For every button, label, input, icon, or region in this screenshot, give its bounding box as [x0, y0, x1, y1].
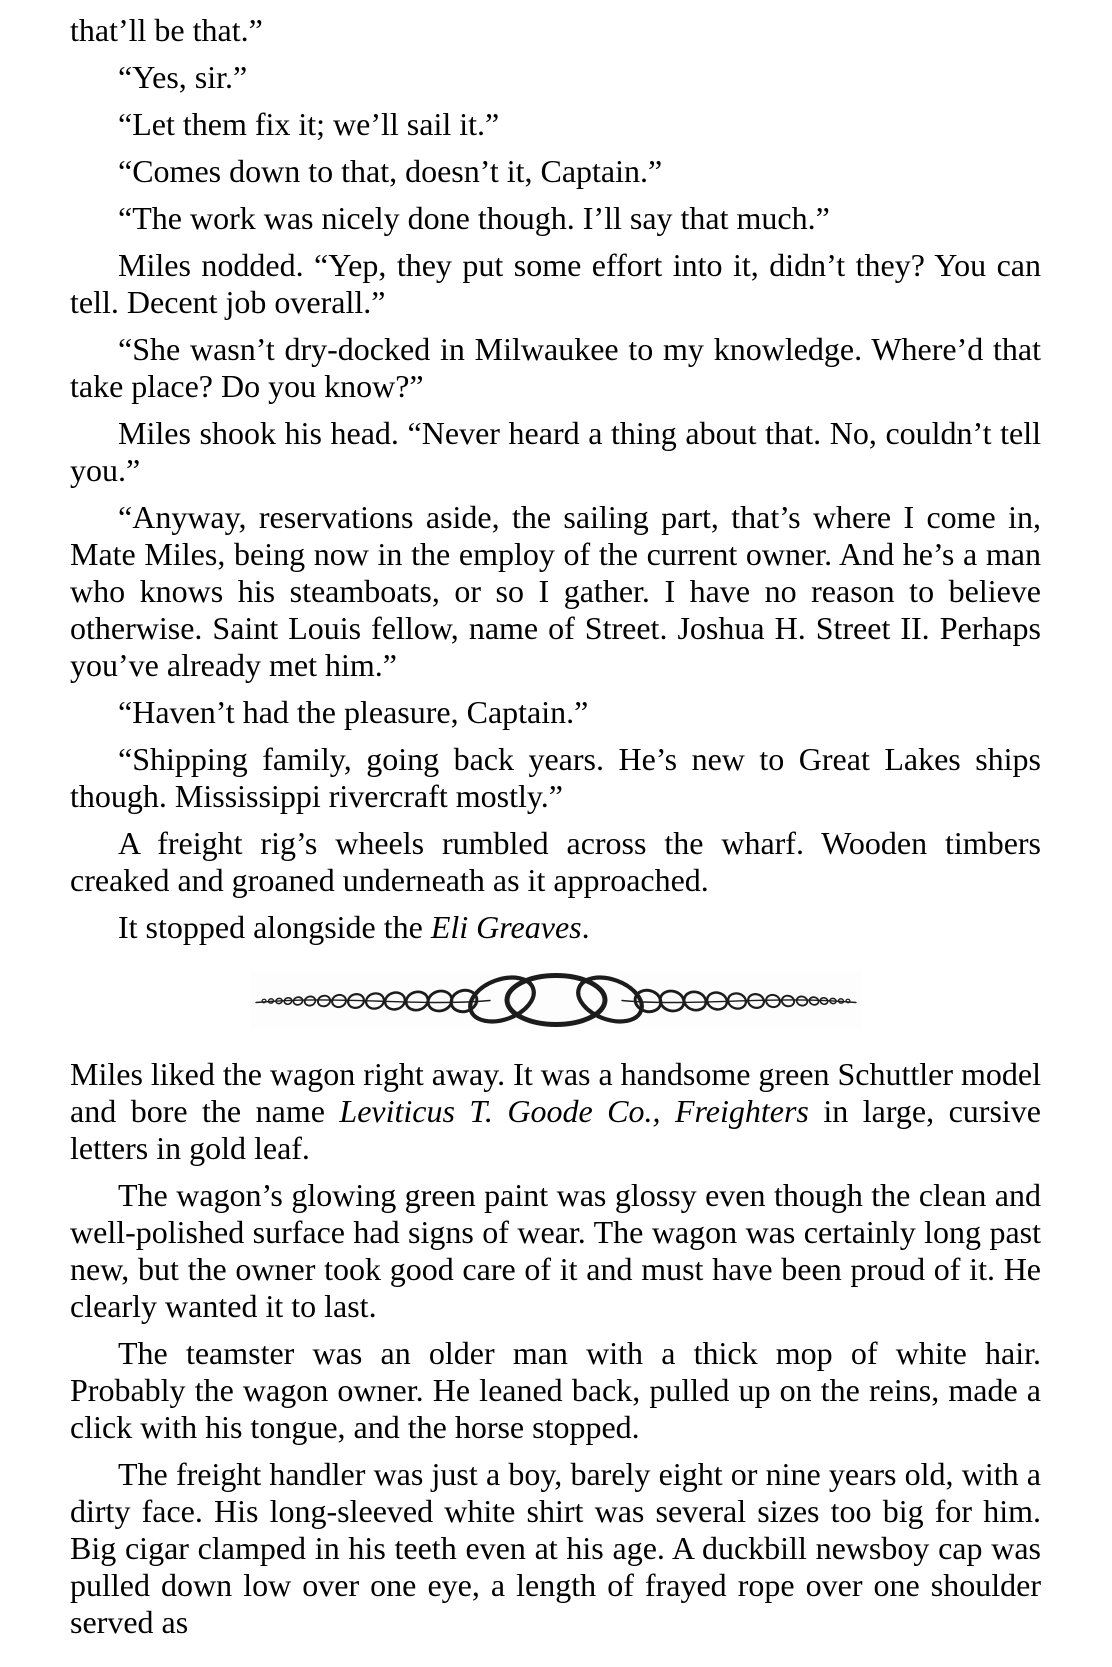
- text-run: “Haven’t had the pleasure, Captain.”: [118, 694, 589, 730]
- paragraph: [70, 499, 1041, 684]
- text-run: Miles nodded. “Yep, they put some effort into it, didn’t they? You can tell. Decent job overall.”: [70, 247, 1041, 320]
- ship-name-italic: Eli Greaves: [430, 909, 582, 945]
- text-run: in large, cursive letters in gold leaf.: [70, 1093, 1042, 1166]
- scroll-flourish-icon: [250, 972, 862, 1028]
- paragraph: [70, 59, 1041, 96]
- text-run: .: [581, 909, 590, 945]
- paragraph: [70, 1177, 1041, 1325]
- paragraph: [70, 200, 1041, 237]
- paragraph: [70, 153, 1041, 190]
- company-name-italic: Leviticus T. Goode Co., Freighters: [339, 1093, 809, 1129]
- paragraph: [70, 415, 1041, 489]
- text-run: that’ll be that.”: [70, 12, 263, 48]
- text-run: Miles liked the wagon right away. It was a handsome green Schuttler model and bore the name: [70, 1056, 1041, 1129]
- text-run: It stopped alongside the: [118, 909, 431, 945]
- text-run: “Anyway, reservations aside, the sailing part, that’s where I come in, Mate Miles, being now in the employ of the current owner. And he’s a man who knows his steamboats, or so I gather. I have no reason to believe otherwise. Saint Louis fellow, name of Street. Joshua H. Street II. Perhaps you’ve already met him.”: [70, 499, 1041, 683]
- text-run: “Let them fix it; we’ll sail it.”: [118, 106, 500, 142]
- paragraph: [70, 1456, 1041, 1641]
- text-run: “She wasn’t dry-docked in Milwaukee to my knowledge. Where’d that take place? Do you know?”: [70, 331, 1041, 404]
- paragraph: [70, 12, 1041, 49]
- text-run: The freight handler was just a boy, barely eight or nine years old, with a dirty face. His long-sleeved white shirt was several sizes too big for him. Big cigar clamped in his teeth even at his age. A duckbill newsboy cap was pulled down low over one eye, a length of frayed rope over one shoulder served as: [70, 1456, 1041, 1640]
- text-run: “Comes down to that, doesn’t it, Captain.”: [118, 153, 663, 189]
- text-run: Miles shook his head. “Never heard a thing about that. No, couldn’t tell you.”: [70, 415, 1041, 488]
- paragraph: [70, 1335, 1041, 1446]
- paragraph: [70, 331, 1041, 405]
- section-divider: [70, 972, 1041, 1028]
- text-run: A freight rig’s wheels rumbled across the wharf. Wooden timbers creaked and groaned underneath as it approached.: [70, 825, 1041, 898]
- paragraph: [70, 741, 1041, 815]
- text-run: “Yes, sir.”: [118, 59, 248, 95]
- text-run: The teamster was an older man with a thick mop of white hair. Probably the wagon owner. He leaned back, pulled up on the reins, made a click with his tongue, and the horse stopped.: [70, 1335, 1041, 1445]
- paragraph: [70, 106, 1041, 143]
- paragraph: [70, 825, 1041, 899]
- paragraph: [70, 247, 1041, 321]
- text-run: “Shipping family, going back years. He’s new to Great Lakes ships though. Mississippi rivercraft mostly.”: [70, 741, 1041, 814]
- paragraph: [70, 694, 1041, 731]
- paragraph: [70, 909, 1041, 946]
- text-run: “The work was nicely done though. I’ll say that much.”: [118, 200, 830, 236]
- text-run: The wagon’s glowing green paint was glossy even though the clean and well-polished surface had signs of wear. The wagon was certainly long past new, but the owner took good care of it and must have been proud of it. He clearly wanted it to last.: [70, 1177, 1041, 1324]
- paragraph: [70, 1056, 1041, 1167]
